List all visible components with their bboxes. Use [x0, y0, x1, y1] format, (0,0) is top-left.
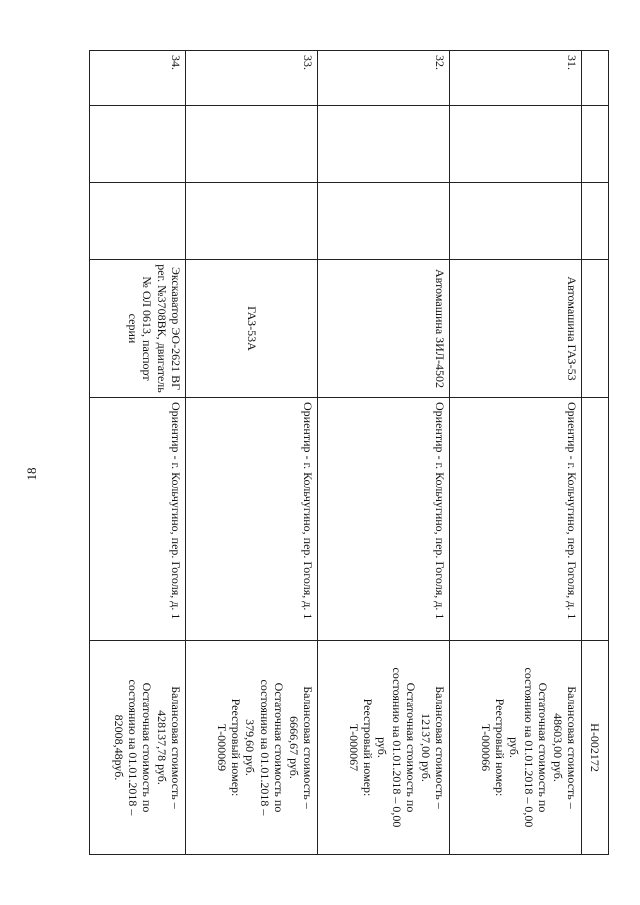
empty-cell	[450, 106, 582, 183]
row-number: 32.	[318, 51, 450, 106]
empty-cell	[450, 183, 582, 260]
object-cost	[186, 641, 318, 855]
property-table-wrapper	[89, 50, 609, 837]
cost-line: руб.	[375, 737, 390, 758]
object-address: Ориентир - г. Кольчугино, пер. Гоголя, д. 1	[318, 398, 450, 641]
cost-line: 48603,00 руб.	[550, 713, 565, 782]
cost-line: состоянию на 01.01.2018 –	[257, 679, 272, 816]
object-address: Ориентир - г. Кольчугино, пер. Гоголя, д. 1	[90, 398, 186, 641]
row-number: 33.	[186, 51, 318, 106]
empty-cell	[186, 106, 318, 183]
header-cell-name	[582, 260, 609, 398]
table-row	[90, 51, 186, 855]
table-row	[318, 51, 450, 855]
cost-line: Т-000069	[214, 723, 229, 772]
row-number: 34.	[90, 51, 186, 106]
cost-line: 379,60 руб.	[243, 719, 258, 776]
empty-cell	[90, 183, 186, 260]
cost-line: 12137,00 руб.	[418, 713, 433, 782]
object-cost	[450, 641, 582, 855]
row-number: 31.	[450, 51, 582, 106]
page-number: 18	[24, 467, 39, 481]
object-name: ГАЗ-53А	[186, 260, 318, 398]
object-address: Ориентир - г. Кольчугино, пер. Гоголя, д. 1	[186, 398, 318, 641]
property-table	[89, 50, 609, 855]
cost-line: Балансовая стоимость –	[301, 686, 316, 809]
header-cell-empty-2	[582, 183, 609, 260]
cost-line: Остаточная стоимость по	[536, 682, 551, 813]
table-row	[450, 51, 582, 855]
cost-line: Остаточная стоимость по	[140, 682, 155, 813]
cost-line: Балансовая стоимость –	[169, 686, 184, 809]
header-cell-empty-1	[582, 106, 609, 183]
cost-line: Т-000066	[478, 723, 493, 772]
header-cell-num	[582, 51, 609, 106]
cost-line: Реестровый номер:	[361, 698, 376, 797]
empty-cell	[186, 183, 318, 260]
cost-line: 6666,67 руб.	[286, 716, 301, 779]
cost-line: Реестровый номер:	[493, 698, 508, 797]
cost-line: состоянию на 01.01.2018 – 0,00	[521, 667, 536, 828]
cost-line: Остаточная стоимость по	[404, 682, 419, 813]
cost-line: 428137,78 руб.	[154, 710, 169, 785]
empty-cell	[90, 106, 186, 183]
cost-line: Реестровый номер:	[229, 698, 244, 797]
object-cost	[90, 641, 186, 855]
empty-cell	[318, 183, 450, 260]
header-code: Н-002172	[582, 641, 609, 855]
empty-cell	[318, 106, 450, 183]
object-name: Автомашина ГАЗ-53	[450, 260, 582, 398]
object-address: Ориентир - г. Кольчугино, пер. Гоголя, д. 1	[450, 398, 582, 641]
object-name: Автомашина ЗИЛ-4502	[318, 260, 450, 398]
header-cell-address	[582, 398, 609, 641]
cost-line: Остаточная стоимость по	[272, 682, 287, 813]
cost-line: Т-000067	[346, 723, 361, 772]
cost-line: Балансовая стоимость –	[433, 686, 448, 809]
cost-line: состоянию на 01.01.2018 – 0,00	[389, 667, 404, 828]
table-header-row	[582, 51, 609, 855]
object-name: Экскаватор ЭО-2621 ВГ рег. №3708ВК, двигатель № ОЛ 0613, паспорт серии	[90, 260, 186, 398]
cost-line: 82008,48руб.	[111, 714, 126, 781]
cost-line: руб.	[507, 737, 522, 758]
cost-line: Балансовая стоимость –	[565, 686, 579, 809]
object-cost	[318, 641, 450, 855]
table-row	[186, 51, 318, 855]
cost-line: состоянию на 01.01.2018 –	[125, 679, 140, 816]
